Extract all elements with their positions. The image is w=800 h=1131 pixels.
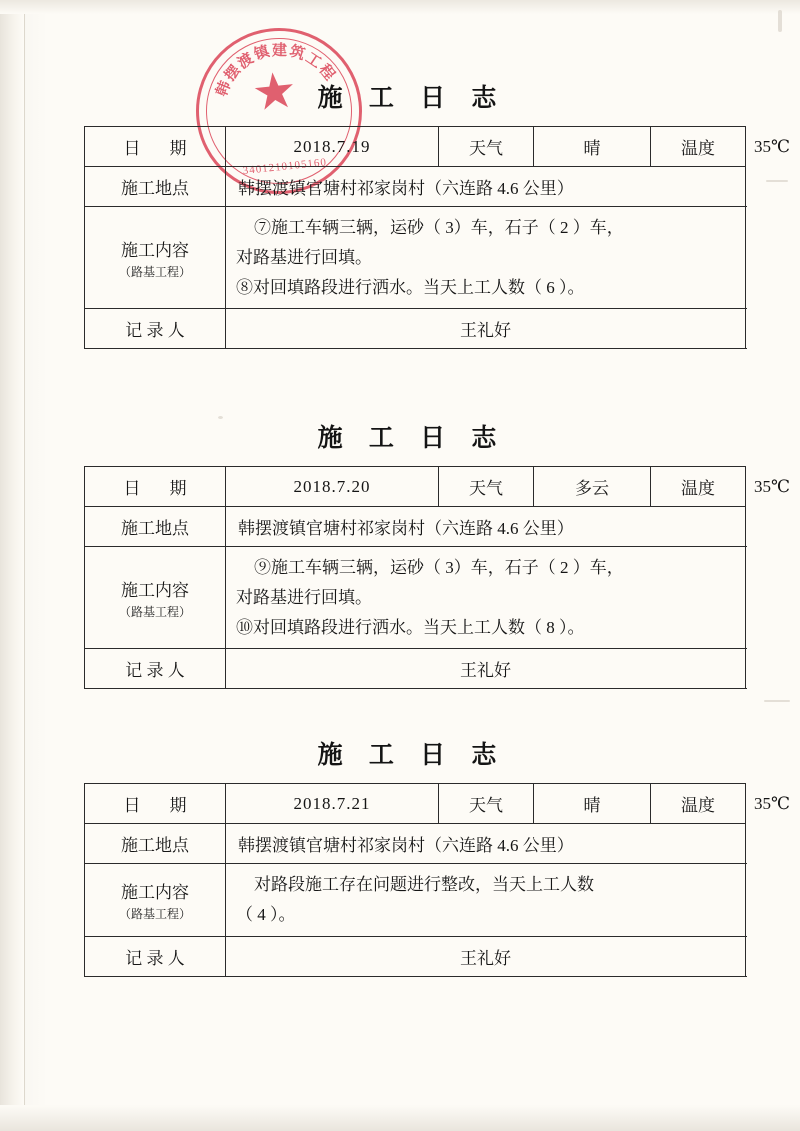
label-content: [85, 207, 226, 309]
label-content: [85, 547, 226, 649]
scan-artifact: [766, 180, 788, 182]
table-row: 日 期 2018.7.19 天气 晴 温度 35℃: [85, 127, 746, 167]
label-recorder: 记 录 人: [85, 936, 226, 976]
table-row: [85, 649, 746, 689]
scan-artifact: [778, 10, 782, 32]
content-line-1: 对路段施工存在问题进行整改，当天上工人数: [254, 875, 594, 894]
page-title-1: 施 工 日 志: [317, 85, 507, 112]
label-temperature: 温度: [651, 127, 746, 167]
label-date: 日 期: [85, 784, 226, 824]
table-row: 日 期 2018.7.21 天气 晴 温度 35℃: [85, 784, 746, 824]
page-top-edge: [0, 0, 800, 14]
label-location: 施工地点: [85, 824, 226, 864]
value-date[interactable]: 2018.7.19: [226, 127, 439, 167]
page-left-edge: [0, 0, 25, 1131]
scan-artifact: [764, 700, 790, 702]
table-row: 日 期 2018.7.20 天气 多云 温度 35℃: [85, 467, 746, 507]
value-recorder[interactable]: 王礼好: [226, 936, 746, 976]
content-line-2: （ 4 ）。: [236, 904, 296, 924]
label-content-sub: （路基工程）: [118, 264, 191, 279]
value-location[interactable]: 韩摆渡镇官塘村祁家岗村（六连路 4.6 公里）: [226, 167, 746, 207]
log-table-2: [84, 466, 791, 689]
value-weather[interactable]: 晴: [534, 784, 651, 824]
label-content-sub: （路基工程）: [118, 906, 191, 921]
log-entry-1: [84, 78, 791, 349]
value-date[interactable]: 2018.7.21: [226, 784, 439, 824]
value-location[interactable]: 韩摆渡镇官塘村祁家岗村（六连路 4.6 公里）: [226, 507, 746, 547]
label-weather: 天气: [439, 467, 534, 507]
value-recorder[interactable]: 王礼好: [226, 309, 746, 349]
label-date: 日 期: [85, 467, 226, 507]
table-row: [85, 936, 746, 976]
label-content-main: 施工内容: [121, 240, 189, 260]
table-row: [85, 507, 746, 547]
log-entry-2: [84, 418, 791, 689]
table-row: [85, 824, 746, 864]
label-content-sub: （路基工程）: [118, 604, 191, 619]
value-weather[interactable]: 晴: [534, 127, 651, 167]
label-recorder: 记 录 人: [85, 649, 226, 689]
table-row: [85, 864, 746, 937]
label-content-main: 施工内容: [121, 882, 189, 902]
content-line-2: 对路基进行回填。: [236, 587, 372, 607]
seal-top-text: 韩 摆 渡 镇 建 筑 工 程: [213, 42, 338, 99]
label-recorder: 记 录 人: [85, 309, 226, 349]
value-weather[interactable]: 多云: [534, 467, 651, 507]
label-temperature: 温度: [651, 784, 746, 824]
label-temperature: 温度: [651, 467, 746, 507]
value-content[interactable]: [226, 864, 746, 937]
table-row: [85, 309, 746, 349]
content-line-3: ⑧对回填路段进行洒水。当天上工人数（ 6 ）。: [236, 277, 585, 297]
content-line-1: ⑨施工车辆三辆，运砂（ 3）车，石子（ 2 ）车，: [254, 558, 624, 577]
table-row: [85, 207, 746, 309]
label-content: [85, 864, 226, 937]
content-line-1: ⑦施工车辆三辆，运砂（ 3）车，石子（ 2 ）车，: [254, 218, 624, 237]
log-table-1: [84, 126, 791, 349]
log-entry-3: [84, 735, 791, 977]
label-location: 施工地点: [85, 167, 226, 207]
value-date[interactable]: 2018.7.20: [226, 467, 439, 507]
table-row: [85, 547, 746, 649]
value-recorder[interactable]: 王礼好: [226, 649, 746, 689]
value-location[interactable]: 韩摆渡镇官塘村祁家岗村（六连路 4.6 公里）: [226, 824, 746, 864]
label-location: 施工地点: [85, 507, 226, 547]
label-date: 日 期: [85, 127, 226, 167]
label-content-main: 施工内容: [121, 580, 189, 600]
value-content[interactable]: [226, 547, 746, 649]
table-row: [85, 167, 746, 207]
label-weather: 天气: [439, 784, 534, 824]
content-line-2: 对路基进行回填。: [236, 247, 372, 267]
seal-bottom-text: 3401210105160: [242, 156, 328, 178]
label-weather: 天气: [439, 127, 534, 167]
value-content[interactable]: [226, 207, 746, 309]
page-bottom-edge: [0, 1105, 800, 1131]
content-line-3: ⑩对回填路段进行洒水。当天上工人数（ 8 ）。: [236, 617, 585, 637]
page-title-2: 施 工 日 志: [317, 425, 507, 452]
page-title-3: 施 工 日 志: [317, 742, 507, 769]
log-table-3: [84, 783, 791, 977]
